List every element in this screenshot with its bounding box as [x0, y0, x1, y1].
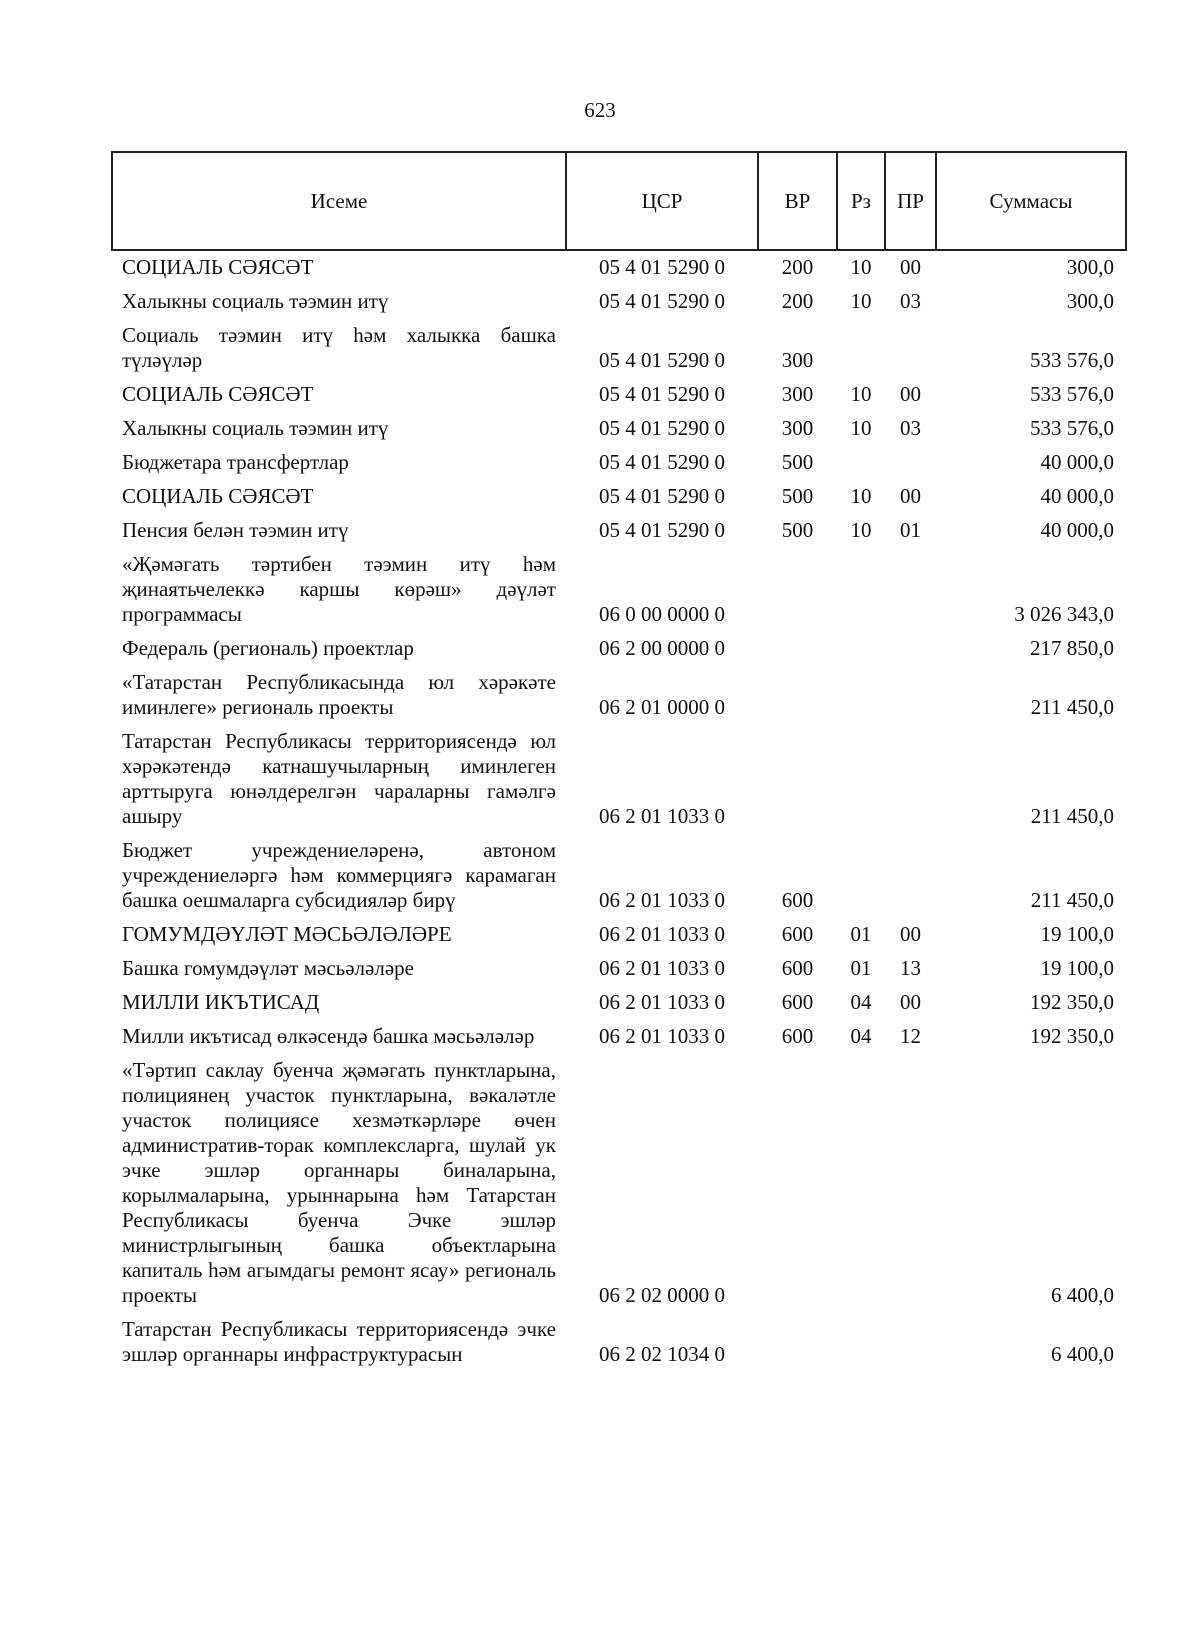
cell-csr: 06 2 01 1033 0 — [599, 1024, 725, 1048]
cell-sum: 40 000,0 — [1040, 450, 1114, 474]
cell-vr: 600 — [781, 956, 814, 980]
cell-name: Татарстан Республикасы территориясендә эчке эшләр органнары инфраструктурасын — [122, 1317, 556, 1366]
cell-vr: 600 — [781, 990, 814, 1014]
cell-csr: 06 2 01 1033 0 — [599, 922, 725, 946]
table-row — [112, 378, 1126, 412]
cell-rz: 04 — [850, 1024, 872, 1048]
header-rz: Рз — [837, 152, 885, 250]
cell-rz: 10 — [850, 382, 872, 406]
cell-vr — [758, 1313, 837, 1372]
cell-vr: 600 — [781, 1024, 814, 1048]
cell-pr — [885, 446, 936, 480]
table-row — [112, 412, 1126, 446]
cell-csr: 06 2 00 0000 0 — [599, 636, 725, 660]
cell-sum: 19 100,0 — [1040, 922, 1114, 946]
cell-csr: 05 4 01 5290 0 — [599, 289, 725, 313]
cell-name: Милли икътисад өлкәсендә башка мәсьәләләр — [122, 1024, 535, 1048]
table-row — [112, 666, 1126, 725]
table-body — [112, 250, 1126, 1372]
table-row — [112, 480, 1126, 514]
cell-csr: 05 4 01 5290 0 — [599, 348, 725, 372]
cell-sum: 211 450,0 — [1030, 695, 1114, 719]
table-row — [112, 986, 1126, 1020]
cell-name: «Тәртип саклау буенча җәмәгать пунктларына, полициянең участок пунктларына, вәкаләтле участок полициясе хезмәткәрләре өчен административ-торак комплексларга, шулай ук эчке эшләр органнары биналарына, корылмаларына, урыннарына һәм Татарстан Республикасы буенча Эчке эшләр министрлыгының башка объектларына капиталь һәм агымдагы ремонт ясау» региональ проекты — [122, 1058, 556, 1307]
cell-vr: 500 — [781, 450, 814, 474]
cell-name: СОЦИАЛЬ СӘЯСӘТ — [122, 255, 314, 279]
cell-vr: 600 — [781, 888, 814, 912]
cell-pr: 13 — [900, 956, 921, 980]
header-vr: ВР — [758, 152, 837, 250]
cell-rz — [837, 725, 885, 834]
cell-name: Халыкны социаль тәэмин итү — [122, 416, 389, 440]
cell-rz: 04 — [850, 990, 872, 1014]
cell-vr: 500 — [781, 484, 814, 508]
cell-sum: 300,0 — [1066, 289, 1114, 313]
cell-pr — [885, 666, 936, 725]
cell-sum: 211 450,0 — [1030, 888, 1114, 912]
header-csr: ЦСР — [566, 152, 758, 250]
cell-pr: 00 — [900, 484, 921, 508]
cell-rz: 10 — [850, 518, 872, 542]
cell-name: Халыкны социаль тәэмин итү — [122, 289, 389, 313]
cell-name: Бюджетара трансфертлар — [122, 450, 349, 474]
table-row — [112, 446, 1126, 480]
cell-pr: 03 — [900, 289, 921, 313]
table-row — [112, 632, 1126, 666]
cell-rz: 01 — [850, 956, 872, 980]
cell-rz — [837, 1054, 885, 1313]
cell-vr: 200 — [781, 289, 814, 313]
cell-name: ГОМУМДӘҮЛӘТ МӘСЬӘЛӘЛӘРЕ — [122, 922, 452, 946]
cell-sum: 211 450,0 — [1030, 804, 1114, 828]
cell-csr: 06 2 01 0000 0 — [599, 695, 725, 719]
cell-vr: 300 — [781, 348, 814, 372]
cell-vr: 600 — [781, 922, 814, 946]
cell-csr: 06 0 00 0000 0 — [599, 602, 725, 626]
cell-vr — [758, 548, 837, 632]
cell-pr — [885, 834, 936, 918]
table-row — [112, 952, 1126, 986]
cell-csr: 06 2 02 1034 0 — [599, 1342, 725, 1366]
cell-csr: 05 4 01 5290 0 — [599, 450, 725, 474]
cell-csr: 05 4 01 5290 0 — [599, 484, 725, 508]
table-row — [112, 319, 1126, 378]
cell-pr — [885, 1054, 936, 1313]
cell-sum: 192 350,0 — [1030, 1024, 1114, 1048]
cell-csr: 05 4 01 5290 0 — [599, 518, 725, 542]
cell-vr — [758, 666, 837, 725]
cell-name: Башка гомумдәүләт мәсьәләләре — [122, 956, 414, 980]
cell-name: Федераль (региональ) проектлар — [122, 636, 414, 660]
cell-name: Социаль тәэмин итү һәм халыкка башка түләүләр — [122, 323, 556, 372]
cell-rz — [837, 548, 885, 632]
cell-rz — [837, 446, 885, 480]
cell-vr: 200 — [781, 255, 814, 279]
cell-name: СОЦИАЛЬ СӘЯСӘТ — [122, 484, 314, 508]
cell-name: МИЛЛИ ИКЪТИСАД — [122, 990, 320, 1014]
table-row — [112, 285, 1126, 319]
cell-name: «Татарстан Республикасында юл хәрәкәте иминлеге» региональ проекты — [122, 670, 556, 719]
cell-csr: 05 4 01 5290 0 — [599, 416, 725, 440]
cell-sum: 19 100,0 — [1040, 956, 1114, 980]
cell-pr — [885, 319, 936, 378]
cell-pr: 00 — [900, 990, 921, 1014]
cell-csr: 06 2 01 1033 0 — [599, 956, 725, 980]
cell-vr: 300 — [781, 382, 814, 406]
table-row — [112, 1313, 1126, 1372]
cell-csr: 06 2 01 1033 0 — [599, 990, 725, 1014]
table-row — [112, 250, 1126, 285]
table-row — [112, 548, 1126, 632]
cell-sum: 300,0 — [1066, 255, 1114, 279]
table-row — [112, 514, 1126, 548]
cell-rz — [837, 1313, 885, 1372]
cell-sum: 6 400,0 — [1051, 1342, 1114, 1366]
page-number: 623 — [584, 98, 616, 122]
cell-rz: 10 — [850, 255, 872, 279]
cell-vr: 500 — [781, 518, 814, 542]
cell-rz: 10 — [850, 484, 872, 508]
cell-pr — [885, 632, 936, 666]
cell-pr: 00 — [900, 382, 921, 406]
header-pr: ПР — [885, 152, 936, 250]
cell-pr — [885, 725, 936, 834]
table-row — [112, 834, 1126, 918]
cell-sum: 217 850,0 — [1030, 636, 1114, 660]
table-header — [112, 152, 1126, 250]
cell-name: Пенсия белән тәэмин итү — [122, 518, 349, 542]
cell-rz: 10 — [850, 416, 872, 440]
cell-sum: 3 026 343,0 — [1014, 602, 1114, 626]
cell-sum: 40 000,0 — [1040, 518, 1114, 542]
cell-pr — [885, 1313, 936, 1372]
header-name: Исеме — [112, 152, 566, 250]
cell-vr — [758, 632, 837, 666]
cell-name: СОЦИАЛЬ СӘЯСӘТ — [122, 382, 314, 406]
table-row — [112, 918, 1126, 952]
cell-sum: 40 000,0 — [1040, 484, 1114, 508]
cell-sum: 533 576,0 — [1030, 348, 1114, 372]
cell-pr: 12 — [900, 1024, 921, 1048]
cell-csr: 05 4 01 5290 0 — [599, 255, 725, 279]
cell-pr: 00 — [900, 922, 921, 946]
table-header-row — [112, 152, 1126, 250]
cell-vr — [758, 1054, 837, 1313]
cell-name: Татарстан Республикасы территориясендә юл хәрәкәтендә катнашучыларның иминлеген арттыруга юнәлдерелгән чараларны гамәлгә ашыру — [122, 729, 556, 828]
cell-sum: 6 400,0 — [1051, 1283, 1114, 1307]
cell-csr: 06 2 02 0000 0 — [599, 1283, 725, 1307]
cell-pr: 00 — [900, 255, 921, 279]
cell-rz — [837, 666, 885, 725]
cell-csr: 06 2 01 1033 0 — [599, 888, 725, 912]
cell-rz — [837, 632, 885, 666]
cell-sum: 533 576,0 — [1030, 382, 1114, 406]
cell-rz — [837, 834, 885, 918]
cell-vr — [758, 725, 837, 834]
cell-rz — [837, 319, 885, 378]
cell-name: Бюджет учреждениеләренә, автоном учреждениеләргә һәм коммерциягә карамаган башка оешмаларга субсидияләр бирү — [122, 838, 556, 912]
cell-sum: 192 350,0 — [1030, 990, 1114, 1014]
cell-rz: 10 — [850, 289, 872, 313]
cell-pr — [885, 548, 936, 632]
budget-table — [111, 151, 1127, 1372]
cell-csr: 05 4 01 5290 0 — [599, 382, 725, 406]
cell-vr: 300 — [781, 416, 814, 440]
cell-sum: 533 576,0 — [1030, 416, 1114, 440]
table-row — [112, 1054, 1126, 1313]
cell-pr: 03 — [900, 416, 921, 440]
header-sum: Суммасы — [936, 152, 1126, 250]
cell-name: «Җәмәгать тәртибен тәэмин итү һәм җинаятьчелеккә каршы көрәш» дәүләт программасы — [122, 552, 556, 626]
table-row — [112, 725, 1126, 834]
cell-rz: 01 — [850, 922, 872, 946]
cell-pr: 01 — [900, 518, 921, 542]
table-row — [112, 1020, 1126, 1054]
cell-csr: 06 2 01 1033 0 — [599, 804, 725, 828]
